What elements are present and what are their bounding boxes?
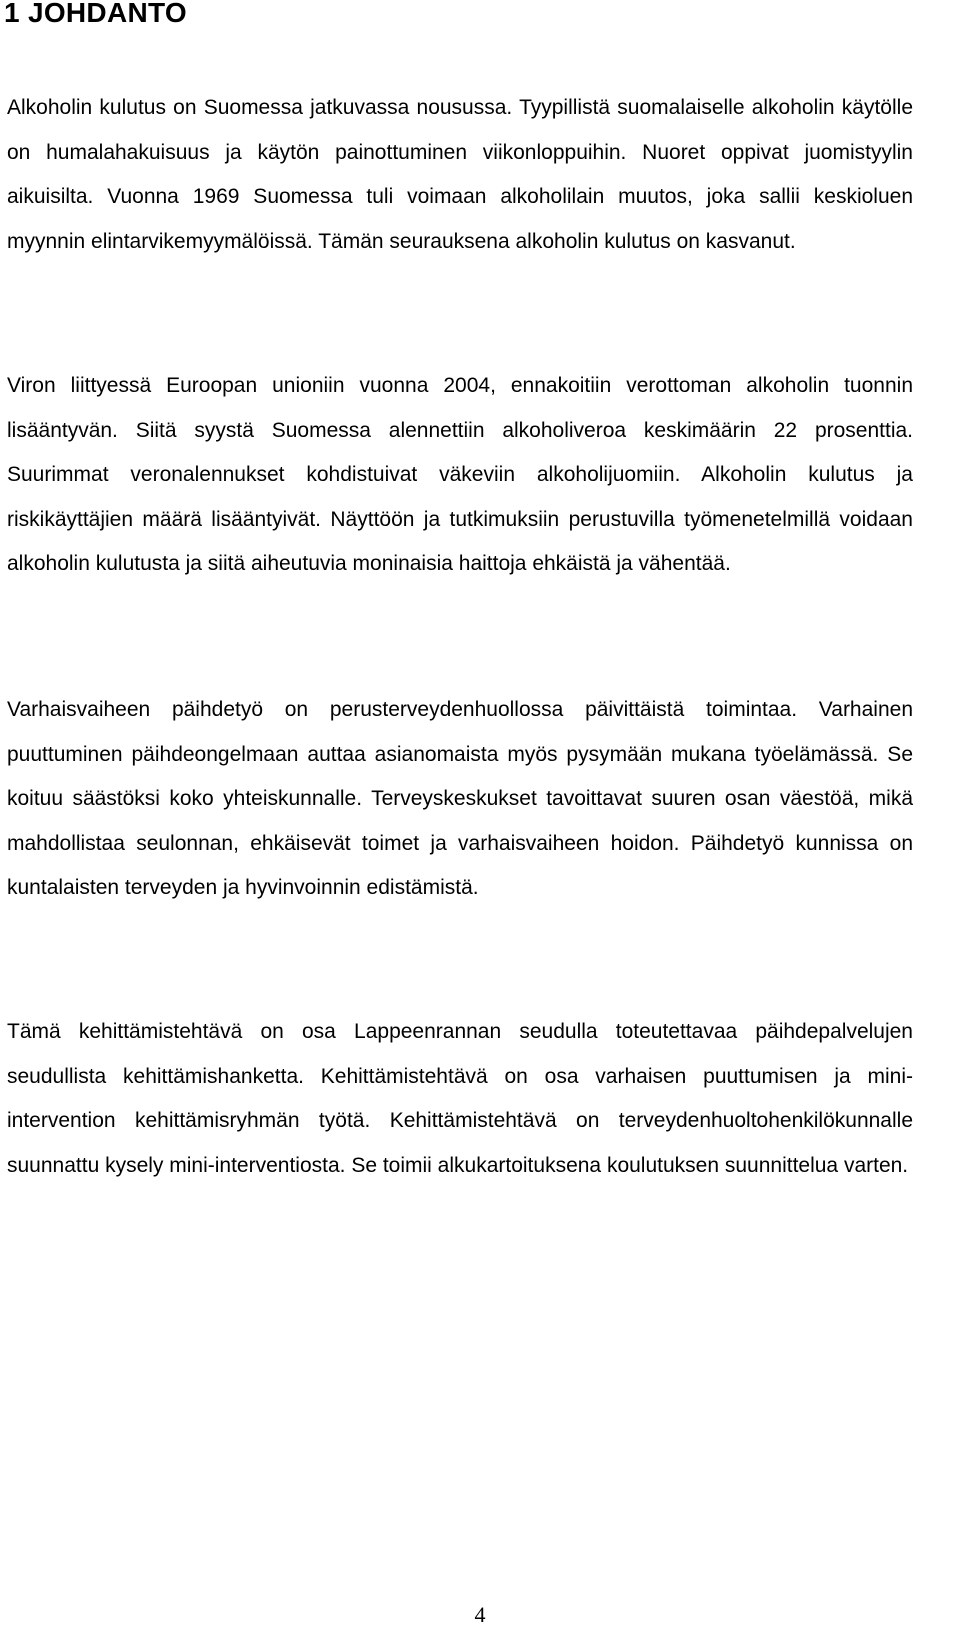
page-number: 4 — [474, 1602, 486, 1627]
paragraph-early-intervention: Varhaisvaiheen päihdetyö on perusterveydenhuollossa päivittäistä toimintaa. Varhainen puuttuminen päihdeongelmaan auttaa asianomaista myös pysymään mukana työelämässä. Se koituu säästöksi koko yhteiskunnalle. Terveyskeskukset tavoittavat suuren osan väestöä, mikä mahdollistaa seulonnan, ehkäisevät toimet ja varhaisvaiheen hoidon. Päihdetyö kunnissa on kuntalaisten terveyden ja hyvinvoinnin edistämistä. — [7, 698, 913, 899]
paragraph-estonia-tax: Viron liittyessä Euroopan unioniin vuonna 2004, ennakoitiin verottoman alkoholin tuonnin lisääntyvän. Siitä syystä Suomessa alennettiin alkoholiveroa keskimäärin 22 prosenttia. Suurimmat veronalennukset kohdistuivat väkeviin alkoholijuomiin. Alkoholin kulutus ja riskikäyttäjien määrä lisääntyivät. Näyttöön ja tutkimuksiin perustuvilla työmenetelmillä voidaan alkoholin kulutusta ja siitä aiheutuvia moninaisia haittoja ehkäistä ja vähentää. — [7, 374, 913, 575]
paragraph-alcohol-consumption: Alkoholin kulutus on Suomessa jatkuvassa nousussa. Tyypillistä suomalaiselle alkoholin käytölle on humalahakuisuus ja käytön painottuminen viikonloppuihin. Nuoret oppivat juomistyylin aikuisilta. Vuonna 1969 Suomessa tuli voimaan alkoholilain muutos, joka sallii keskioluen myynnin elintarvikemyymälöissä. Tämän seurauksena alkoholin kulutus on kasvanut. — [7, 96, 913, 253]
chapter-heading: 1 JOHDANTO — [4, 0, 187, 28]
paragraph-development-task: Tämä kehittämistehtävä on osa Lappeenrannan seudulla toteutettavaa päihdepalvelujen seudullista kehittämishanketta. Kehittämistehtävä on osa varhaisen puuttumisen ja mini-intervention kehittämisryhmän työtä. Kehittämistehtävä on terveydenhuoltohenkilökunnalle suunnattu kysely mini-interventiosta. Se toimii alkukartoituksena koulutuksen suunnittelua varten. — [7, 1020, 913, 1177]
